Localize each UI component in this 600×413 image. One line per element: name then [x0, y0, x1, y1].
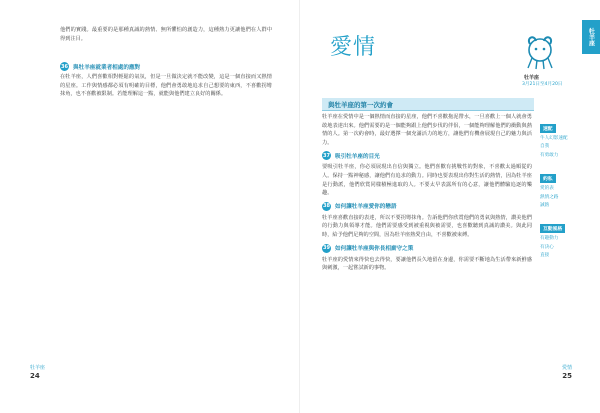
sidebar-item: 有決心	[540, 244, 554, 250]
page-title: 愛情	[330, 35, 377, 60]
sign-dates: 3月21日至4月20日	[522, 82, 563, 87]
left-intro-text: 他們的實踐。最重要的是那種真誠的熱情、無所懼怕的創造力，這種熱力更讓他們在人群中得到注目。	[60, 27, 272, 42]
section-37	[322, 151, 532, 197]
right-footer-label: 愛情	[561, 365, 572, 371]
sidebar-item: 直接	[540, 253, 550, 259]
sidebar-group	[540, 115, 582, 160]
sidebar	[540, 115, 582, 266]
sidebar-item: 有勇敢力	[540, 152, 559, 158]
left-section-text: 在牡羊座，人們喜歡相對輕鬆的氣氛，但是一旦做決定就不能改變，這是一個直接而又熱情的星座。工作與情感都必須有明確的目標，他們會勇敢地追求自己想要的東西，不喜歡拐彎抹角，也不喜歡被限制。若能理解這一點，就能與他們建立良好的關係。	[60, 74, 272, 98]
side-tab: 牡羊座	[582, 20, 600, 54]
sign-name: 牡羊座	[524, 75, 540, 81]
main-column	[322, 113, 532, 273]
section-number-badge: 38	[323, 203, 330, 210]
section-38	[322, 202, 532, 240]
section-text: 要吸引牡羊座，你必須展現出自信與獨立。他們喜歡有挑戰性的對象，不喜歡太過順從的人。保持一點神秘感，讓他們有追求的動力。同時也要表現出你對生活的熱情，因為牡羊座是行動派，他們欣賞同樣積極進取的人。不要太早表露所有的心意，讓他們體驗追逐的樂趣。	[322, 164, 532, 197]
sidebar-heading: 互動風格	[540, 224, 565, 233]
left-section-header	[60, 62, 272, 71]
section-band	[322, 98, 534, 110]
ram-icon	[520, 32, 560, 72]
section-title: 吸引牡羊座的目光	[335, 153, 380, 160]
section-text: 牡羊座的愛情來得快也去得快，要讓他們長久地留在身邊，你需要不斷地為生活帶來新鮮感與刺激，一起嘗試新的事物。	[322, 256, 532, 272]
section-title: 如何讓牡羊座與你長相廝守之策	[335, 246, 414, 253]
section-header	[322, 151, 532, 160]
sidebar-item: 自我	[540, 144, 550, 150]
left-section	[60, 62, 272, 99]
sidebar-group	[540, 215, 582, 260]
band-rule	[322, 110, 534, 111]
section-header	[322, 202, 532, 211]
sidebar-heading: 約私	[540, 174, 556, 183]
left-page-number: 24	[30, 372, 40, 380]
section-header	[322, 244, 532, 253]
right-intro-text: 牡羊座在愛情中是一個熱情而直接的星座，他們不喜歡拖泥帶水，一旦喜歡上一個人就會勇敢地表達出來。他們需要的是一個能夠跟上他們步伐的伴侶，一個能夠理解他們的衝動與熱情的人。第一次約會時，最好選擇一個充滿活力的地方，讓他們有機會展現自己的魅力與活力。	[322, 114, 532, 146]
sidebar-item: 有趣動力	[540, 236, 559, 242]
section-39	[322, 244, 532, 273]
sidebar-item: 愛的表	[540, 186, 554, 192]
right-page-number: 25	[562, 372, 572, 380]
left-footer-label: 牡羊座	[30, 365, 46, 371]
section-number-badge: 37	[323, 152, 330, 159]
sidebar-item: 誠熱	[540, 203, 550, 209]
section-number-badge: 39	[323, 245, 330, 252]
left-section-title: 與牡羊座就業者相處的應對	[73, 64, 141, 71]
sidebar-item: 熱情之路	[540, 194, 559, 200]
sidebar-heading: 速配	[540, 124, 556, 133]
sidebar-group	[540, 165, 582, 210]
band-title: 與牡羊座的第一次約會	[328, 100, 393, 109]
sidebar-item: 牛人幻影速配	[540, 136, 568, 141]
right-page	[300, 0, 600, 413]
section-title: 如何讓牡羊座愛你的戀語	[335, 204, 397, 211]
section-number-badge: 36	[61, 63, 68, 70]
section-text: 牡羊座喜歡直接的表達，所以不要拐彎抹角。告訴他們你欣賞他們的勇氣與熱情，讚美他們的行動力與領導才能。他們需要感受到被重視與被需要，也喜歡聽到真誠的讚美。與此同時，給予他們足夠的空間，因為牡羊座熱愛自由，不喜歡被束縛。	[322, 214, 532, 238]
